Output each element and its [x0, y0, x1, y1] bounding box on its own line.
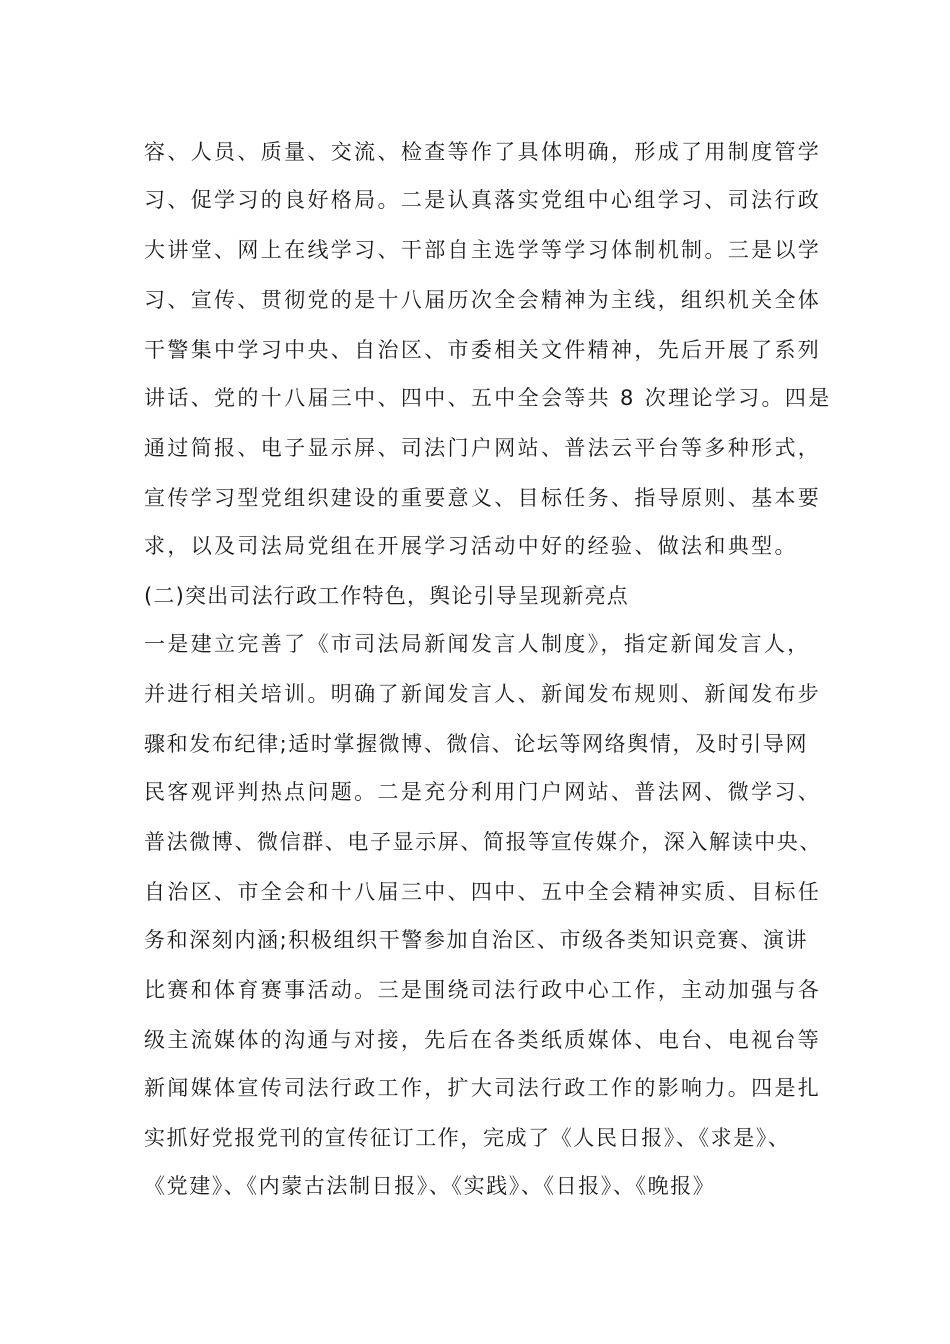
body-text-line: 通过简报、电子显示屏、司法门户网站、普法云平台等多种形式，	[144, 436, 822, 460]
body-text-line: 比赛和体育赛事活动。三是围绕司法行政中心工作，主动加强与各	[144, 978, 822, 1002]
body-text-line: 容、人员、质量、交流、检查等作了具体明确，形成了用制度管学	[144, 140, 822, 164]
body-text-line: 民客观评判热点问题。二是充分利用门户网站、普法网、微学习、	[144, 780, 822, 804]
body-text-line: 习、促学习的良好格局。二是认真落实党组中心组学习、司法行政	[144, 188, 822, 212]
body-text-line: 骤和发布纪律;适时掌握微博、微信、论坛等网络舆情，及时引导网	[144, 732, 809, 756]
body-text-line: 实抓好党报党刊的宣传征订工作，完成了《人民日报》、《求是》、	[144, 1126, 791, 1150]
body-text-line: 讲话、党的十八届三中、四中、五中全会等共 8 次理论学习。四是	[144, 386, 832, 410]
section-heading: (二)突出司法行政工作特色，舆论引导呈现新亮点	[144, 584, 629, 608]
body-text-line: 求，以及司法局党组在开展学习活动中好的经验、做法和典型。	[144, 534, 798, 558]
body-text-line: 大讲堂、网上在线学习、干部自主选学等学习体制机制。三是以学	[144, 238, 822, 262]
body-text-line: 新闻媒体宣传司法行政工作，扩大司法行政工作的影响力。四是扎	[144, 1076, 822, 1100]
body-text-line: 干警集中学习中央、自治区、市委相关文件精神，先后开展了系列	[144, 338, 822, 362]
body-text-line: 级主流媒体的沟通与对接，先后在各类纸质媒体、电台、电视台等	[144, 1028, 822, 1052]
body-text-line: 并进行相关培训。明确了新闻发言人、新闻发布规则、新闻发布步	[144, 682, 822, 706]
body-text-line: 普法微博、微信群、电子显示屏、简报等宣传媒介，深入解读中央、	[144, 830, 822, 854]
body-text-line: 《党建》、《内蒙古法制日报》、《实践》、《日报》、《晚报》	[144, 1174, 716, 1198]
body-text-line: 一是建立完善了《市司法局新闻发言人制度》，指定新闻发言人，	[144, 632, 811, 656]
body-text-line: 习、宣传、贯彻党的是十八届历次全会精神为主线，组织机关全体	[144, 288, 822, 312]
body-text-line: 自治区、市全会和十八届三中、四中、五中全会精神实质、目标任	[144, 880, 822, 904]
body-text-line: 宣传学习型党组织建设的重要意义、目标任务、指导原则、基本要	[144, 486, 822, 510]
body-text-line: 务和深刻内涵;积极组织干警参加自治区、市级各类知识竞赛、演讲	[144, 928, 809, 952]
